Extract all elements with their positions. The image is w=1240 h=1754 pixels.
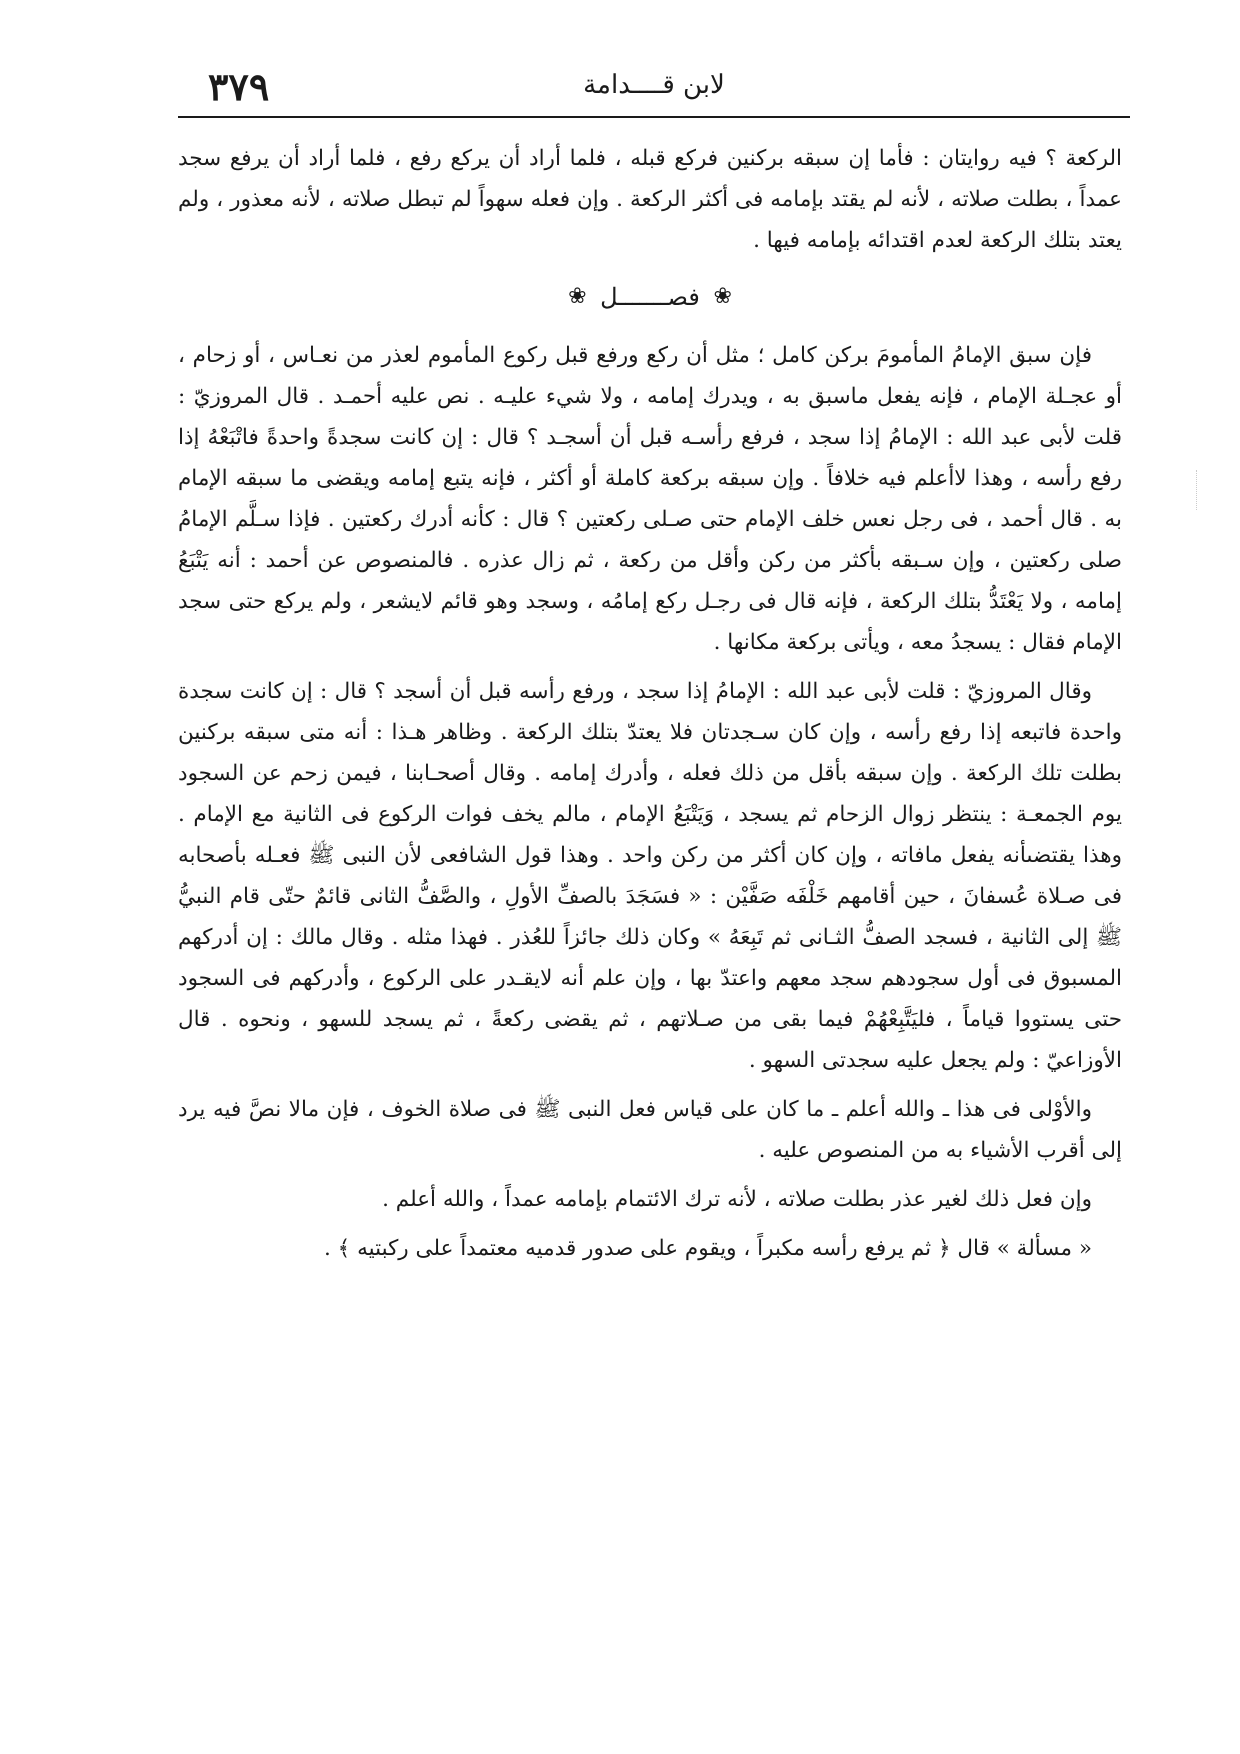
section-heading-text: فصـــــــل (600, 282, 700, 311)
ornament-right-icon: ❀ (713, 283, 732, 309)
section-heading (178, 275, 1122, 317)
page-header (178, 62, 1130, 118)
page-number: ٣٧٩ (208, 64, 270, 109)
page-body (178, 138, 1122, 1277)
paragraph-5: وإن فعل ذلك لغير عذر بطلت صلاته ، لأنه ترك الائتمام بإمامه عمداً ، والله أعلم . (382, 1186, 1092, 1212)
header-rule (178, 116, 1130, 118)
paragraph-1: الركعة ؟ فيه روايتان : فأما إن سبقه بركنين فركع قبله ، فلما أراد أن يركع رفع ، فلما أراد أن يرفع سجد عمداً ، بطلت صلاته ، لأنه لم يقتد بإمامه فى أكثر الركعة . وإن فعله سهواً لم تبطل صلاته ، لأنه معذور ، ولم يعتد بتلك الركعة لعدم اقتدائه بإمامه فيها . (178, 146, 1122, 253)
paragraph-2: فإن سبق الإمامُ المأمومَ بركن كامل ؛ مثل أن ركع ورفع قبل ركوع المأموم لعذر من نعـاس ، أو زحام ، أو عجـلة الإمام ، فإنه يفعل ماسبق به ، ويدرك إمامه ، ولا شيء عليـه . نص عليه أحمـد . قال المروزيّ : قلت لأبى عبد الله : الإمامُ إذا سجد ، فرفع رأسـه قبل أن أسجـد ؟ قال : إن كانت سجدةً واحدةً فاتْبَعْهُ إذا رفع رأسه ، وهذا لاأعلم فيه خلافاً . وإن سبقه بركعة كاملة أو أكثر ، فإنه يتبع إمامه ويقضى ما سبقه الإمام به . قال أحمد ، فى رجل نعس خلف الإمام حتى صـلى ركعتين ؟ قال : كأنه أدرك ركعتين . فإذا سـلَّم الإمامُ صلى ركعتين ، وإن سـبقه بأكثر من ركن وأقل من ركعة ، ثم زال عذره . فالمنصوص عن أحمد : أنه يَتْبَعُ إمامه ، ولا يَعْتَدُّ بتلك الركعة ، فإنه قال فى رجـل ركع إمامُه ، وسجد وهو قائم لايشعر ، ولم يركع حتى سجد الإمام فقال : يسجدُ معه ، ويأتى بركعة مكانها . (178, 342, 1122, 655)
paragraph-3: وقال المروزيّ : قلت لأبى عبد الله : الإمامُ إذا سجد ، ورفع رأسه قبل أن أسجد ؟ قال : إن كانت سجدة واحدة فاتبعه إذا رفع رأسه ، وإن كان سـجدتان فلا يعتدّ بتلك الركعة . وظاهر هـذا : أنه متى سبقه بركنين بطلت تلك الركعة . وإن سبقه بأقل من ذلك فعله ، وأدرك إمامه . وقال أصحـابنا ، فيمن زحم عن السجود يوم الجمعـة : ينتظر زوال الزحام ثم يسجد ، وَيَتْبَعُ الإمام ، مالم يخف فوات الركوع فى الثانية مع الإمام . وهذا يقتضىأنه يفعل مافاته ، وإن كان أكثر من ركن واحد . وهذا قول الشافعى لأن النبى ﷺ فعـله بأصحابه فى صـلاة عُسفانَ ، حين أقامهم خَلْفَه صَفَّيْن : « فسَجَدَ بالصفِّ الأولِ ، والصَّفُّ الثانى قائمٌ حتّى قام النبيُّ ﷺ إلى الثانية ، فسجد الصفُّ الثـانى ثم تَبِعَهُ » وكان ذلك جائزاً للعُذر . فهذا مثله . وقال مالك : إن أدركهم المسبوق فى أول سجودهم سجد معهم واعتدّ بها ، وإن علم أنه لايقـدر على الركوع ، وأدركهم فى السجود حتى يستووا قياماً ، فليَتَّبِعْهُمْ فيما بقى من صـلاتهم ، ثم يقضى ركعةً ، ثم يسجد للسهو ، ونحوه . قال الأوزاعيّ : ولم يجعل عليه سجدتى السهو . (178, 678, 1122, 1073)
paragraph-4: والأوْلى فى هذا ـ والله أعلم ـ ما كان على قياس فعل النبى ﷺ فى صلاة الخوف ، فإن مالا نصَّ فيه يرد إلى أقرب الأشياء به من المنصوص عليه . (178, 1096, 1122, 1163)
ornament-left-icon: ❀ (568, 283, 587, 309)
running-title: لابن قــــدامة (583, 70, 725, 100)
paragraph-6: « مسألة » قال ﴿ ثم يرفع رأسه مكبراً ، ويقوم على صدور قدميه معتمداً على ركبتيه ﴾ . (323, 1235, 1092, 1261)
margin-mark (1196, 470, 1205, 510)
